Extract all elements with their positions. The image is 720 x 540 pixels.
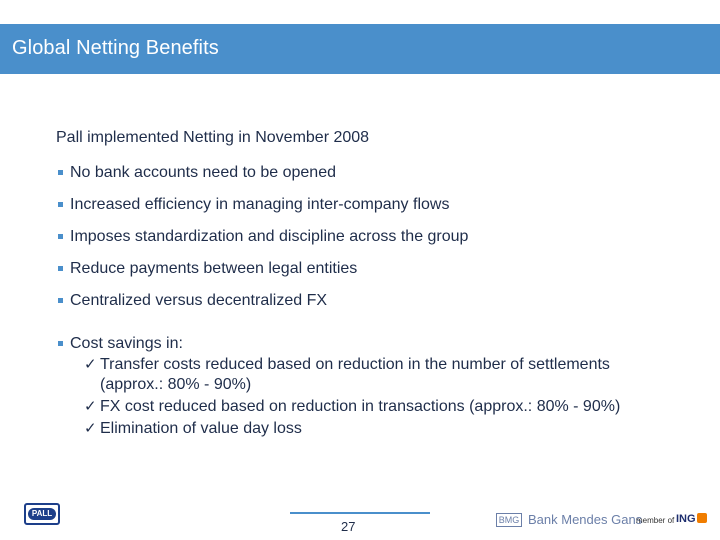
bullet-text: Reduce payments between legal entities — [70, 260, 358, 277]
square-bullet-icon — [58, 170, 63, 175]
bullet-item — [56, 195, 676, 214]
slide-content — [56, 128, 676, 439]
bullet-item — [56, 227, 676, 246]
intro-text: Pall implemented Netting in November 2008 — [56, 129, 370, 146]
page-number-box — [290, 512, 430, 540]
bullet-item — [56, 259, 676, 278]
member-of-text: member of — [636, 516, 675, 525]
pall-logo — [24, 503, 60, 525]
square-bullet-icon — [58, 202, 63, 207]
square-bullet-icon — [58, 298, 63, 303]
bullet-text: Centralized versus decentralized FX — [70, 292, 328, 309]
page-number: 27 — [341, 519, 356, 534]
cost-sub-item — [56, 397, 660, 417]
bullet-text: Increased efficiency in managing inter-company flows — [70, 196, 450, 213]
square-bullet-icon — [58, 266, 63, 271]
cost-sub-text: FX cost reduced based on reduction in transactions (approx.: 80% - 90%) — [100, 398, 621, 415]
bullet-item — [56, 291, 676, 310]
square-bullet-icon — [58, 341, 63, 346]
lion-icon — [697, 513, 707, 523]
bmg-logo: BMG — [496, 513, 522, 527]
bullet-item — [56, 163, 676, 182]
cost-savings-heading: Cost savings in: — [70, 335, 183, 352]
cost-sub-text: Elimination of value day loss — [100, 420, 302, 437]
bank-name: Bank Mendes Gans — [528, 512, 643, 527]
title-bar — [0, 24, 720, 74]
square-bullet-icon — [58, 234, 63, 239]
bullet-text: No bank accounts need to be opened — [70, 164, 336, 181]
pall-logo-text: PALL — [28, 508, 56, 520]
cost-sub-item — [56, 355, 660, 395]
ing-logo-text: ING — [676, 513, 696, 525]
checkmark-icon: ✓ — [84, 356, 97, 373]
cost-sub-text: Transfer costs reduced based on reduction in the number of settlements (approx.: 80% - 90%) — [100, 356, 610, 393]
cost-savings-item — [56, 334, 676, 353]
cost-sub-item — [56, 419, 660, 439]
slide-title: Global Netting Benefits — [12, 37, 219, 59]
bullet-text: Imposes standardization and discipline across the group — [70, 228, 469, 245]
checkmark-icon: ✓ — [84, 398, 97, 415]
checkmark-icon: ✓ — [84, 420, 97, 437]
